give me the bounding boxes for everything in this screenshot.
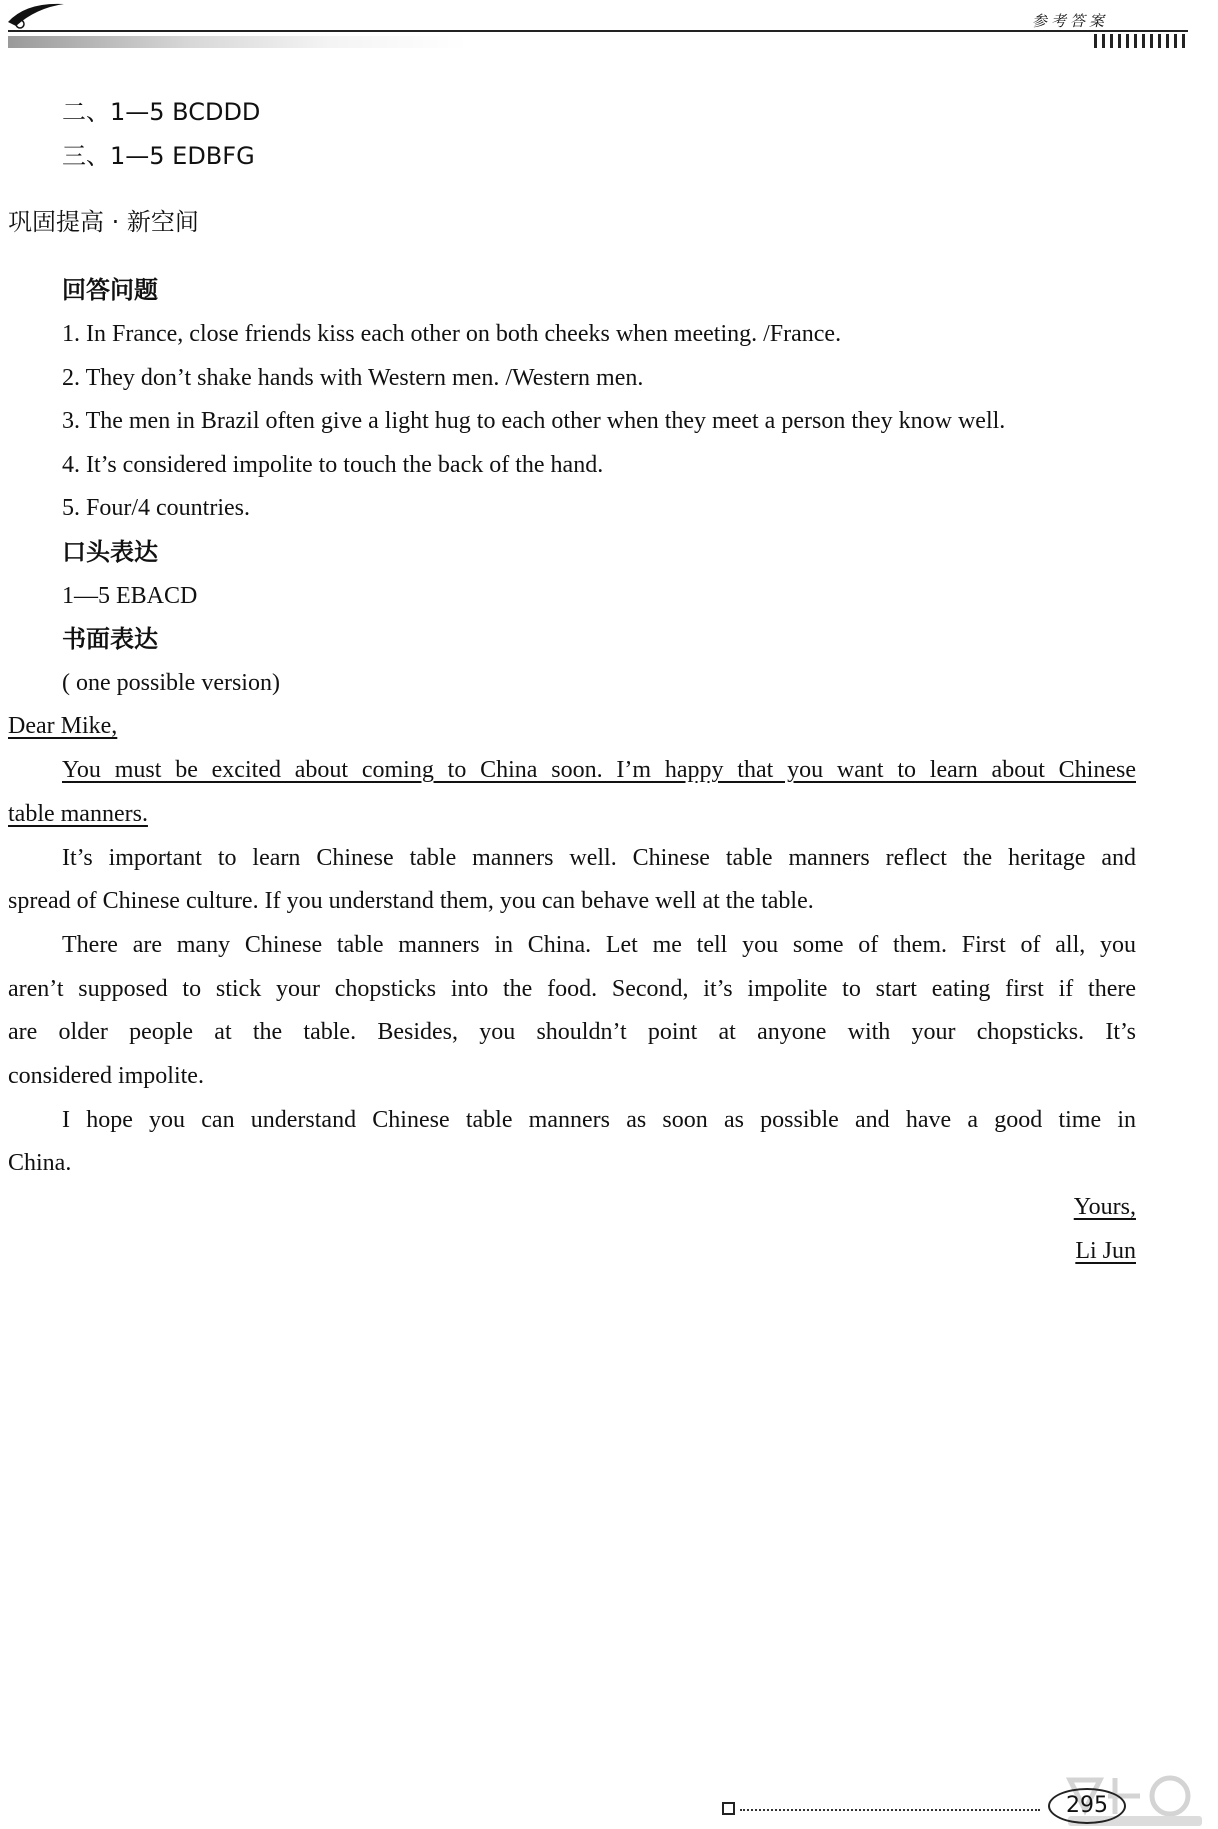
letter-closing: Yours, [1073, 1194, 1136, 1220]
letter-paragraph-line: spread of Chinese culture. If you understand them, you can behave well at the table. [8, 888, 814, 914]
letter-paragraph-line: It’s important to learn Chinese table manners well. Chinese table manners reflect the heritage and [62, 845, 1136, 871]
letter-salutation: Dear Mike, [8, 713, 118, 739]
letter-paragraph-line: There are many Chinese table manners in China. Let me tell you some of them. First of all, you [62, 932, 1136, 958]
qa-heading: 回答问题 [62, 276, 158, 304]
header-rule [8, 30, 1188, 32]
qa-item: 1. In France, close friends kiss each other on both cheeks when meeting. /France. [62, 321, 842, 347]
page-number: 295 [1048, 1788, 1126, 1824]
letter-paragraph-line: China. [8, 1150, 72, 1176]
qa-item: 2. They don’t shake hands with Western men. /Western men. [62, 365, 644, 391]
header-gradient-band [8, 36, 468, 48]
writing-heading: 书面表达 [62, 625, 158, 653]
letter-paragraph-line: aren’t supposed to stick your chopsticks into the food. Second, it’s impolite to start eating first if there [8, 976, 1136, 1002]
footer-dotted-leader [740, 1809, 1040, 1811]
answer-part-2: 二、1—5 BCDDD [62, 98, 261, 126]
header-barcode-decoration [1094, 34, 1190, 48]
letter-signature: Li Jun [1075, 1238, 1136, 1264]
answer-part-3: 三、1—5 EDBFG [62, 142, 255, 170]
oral-answer: 1—5 EBACD [62, 583, 198, 609]
letter-paragraph-line: are older people at the table. Besides, you shouldn’t point at anyone with your chopsticks. It’s [8, 1019, 1136, 1045]
letter-paragraph-line: table manners. [8, 801, 148, 827]
header-label: 参考答案 [1031, 12, 1108, 30]
writing-note: ( one possible version) [62, 670, 280, 696]
letter-paragraph-line: You must be excited about coming to China soon. I’m happy that you want to learn about Chinese [62, 757, 1136, 783]
qa-item: 5. Four/4 countries. [62, 495, 250, 521]
qa-item: 4. It’s considered impolite to touch the back of the hand. [62, 452, 604, 478]
footer-square-marker [722, 1802, 735, 1815]
section-title: 巩固提高 · 新空间 [8, 208, 199, 236]
header-swoosh-logo [6, 0, 66, 30]
letter-paragraph-line: I hope you can understand Chinese table manners as soon as possible and have a good time in [62, 1107, 1136, 1133]
qa-item: 3. The men in Brazil often give a light hug to each other when they meet a person they know well. [62, 408, 1006, 434]
letter-paragraph-line: considered impolite. [8, 1063, 204, 1089]
oral-heading: 口头表达 [62, 538, 158, 566]
